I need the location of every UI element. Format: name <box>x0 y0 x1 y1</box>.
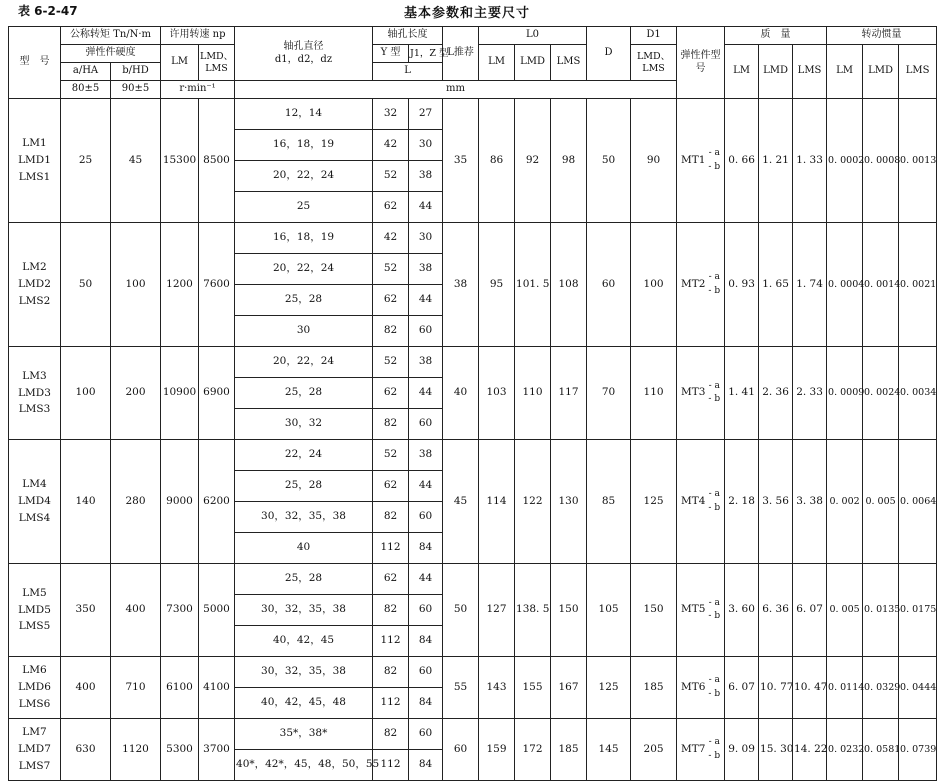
bore-diameters: 20，22，24 <box>235 347 373 378</box>
length-jz: 38 <box>409 347 443 378</box>
l0-lmd: 138. 5 <box>515 564 551 657</box>
length-y: 52 <box>373 440 409 471</box>
l-recommended: 40 <box>443 347 479 440</box>
mass-lmd: 1. 21 <box>759 99 793 223</box>
inertia-lmd: 0. 0024 <box>863 347 899 440</box>
suffix-b: - b <box>708 161 721 172</box>
model-name: LMS2 <box>18 294 51 307</box>
length-y: 112 <box>373 533 409 564</box>
header-mass-lm: LM <box>725 45 759 99</box>
mass-lm: 1. 41 <box>725 347 759 440</box>
outer-diameter: 125 <box>587 657 631 719</box>
l0-lmd: 101. 5 <box>515 223 551 347</box>
model-name: LM7 <box>22 726 47 739</box>
length-jz: 44 <box>409 192 443 223</box>
bore-diameters: 35*，38* <box>235 719 373 750</box>
mass-lm: 0. 66 <box>725 99 759 223</box>
elastic-model-wrap <box>678 597 723 624</box>
inertia-lms: 0. 0034 <box>899 347 937 440</box>
torque-a: 50 <box>61 223 111 347</box>
suffix-b: - b <box>708 394 721 404</box>
bore-diameters: 16，18，19 <box>235 223 373 254</box>
length-y: 42 <box>373 223 409 254</box>
header-inertia-lm: LM <box>827 45 863 99</box>
suffix-a: - a <box>708 380 720 391</box>
model-name: LMD3 <box>18 386 51 399</box>
torque-b: 1120 <box>111 719 161 781</box>
torque-a: 100 <box>61 347 111 440</box>
header-length: 轴孔长度 <box>373 27 443 45</box>
speed-lm: 7300 <box>161 564 199 657</box>
length-y: 112 <box>373 688 409 719</box>
length-jz: 44 <box>409 285 443 316</box>
bore-diameters: 25，28 <box>235 378 373 409</box>
bore-diameters: 30，32 <box>235 409 373 440</box>
length-jz: 38 <box>409 161 443 192</box>
header-l0-lm: LM <box>479 45 515 81</box>
speed-lmd-lms: 6200 <box>199 440 235 564</box>
l-recommended: 55 <box>443 657 479 719</box>
bore-diameters: 22，24 <box>235 440 373 471</box>
header-model: 型 号 <box>9 27 61 99</box>
length-y: 82 <box>373 719 409 750</box>
header-l0-lmd: LMD <box>515 45 551 81</box>
d1-value: 150 <box>631 564 677 657</box>
mass-lms: 3. 38 <box>793 440 827 564</box>
outer-diameter: 60 <box>587 223 631 347</box>
torque-b: 280 <box>111 440 161 564</box>
mass-lm: 0. 93 <box>725 223 759 347</box>
suffix-b: - b <box>708 611 721 621</box>
table-row <box>9 440 937 471</box>
length-jz: 84 <box>409 688 443 719</box>
mass-lms: 14. 22 <box>793 719 827 781</box>
d1-value: 100 <box>631 223 677 347</box>
inertia-lm: 0. 005 <box>827 564 863 657</box>
header-len-y: Y 型 <box>373 45 409 63</box>
mass-lms: 1. 33 <box>793 99 827 223</box>
elastic-model-wrap <box>678 736 723 763</box>
header-len-l: L <box>373 63 443 81</box>
inertia-lms: 0. 0739 <box>899 719 937 781</box>
model-name: LMS3 <box>18 403 51 416</box>
model-name: LM5 <box>22 586 47 599</box>
header-l0: L0 <box>479 27 587 45</box>
elastic-model <box>677 223 725 347</box>
torque-b: 45 <box>111 99 161 223</box>
length-y: 52 <box>373 254 409 285</box>
length-jz: 30 <box>409 130 443 161</box>
table-row <box>9 719 937 750</box>
length-jz: 60 <box>409 502 443 533</box>
elastic-model-suffix <box>708 736 720 763</box>
l0-lmd: 155 <box>515 657 551 719</box>
inertia-lm: 0. 002 <box>827 440 863 564</box>
suffix-a: - a <box>708 148 720 158</box>
model-name: LM4 <box>22 478 47 491</box>
bore-diameters: 40*，42*，45，48，50，55 <box>235 750 373 781</box>
length-jz: 60 <box>409 595 443 626</box>
table-row <box>9 347 937 378</box>
mass-lms: 1. 74 <box>793 223 827 347</box>
elastic-model-suffix <box>708 147 720 174</box>
bore-diameters: 16，18，19 <box>235 130 373 161</box>
header-len-jz: J1，Z 型 <box>409 45 443 63</box>
mass-lmd: 1. 65 <box>759 223 793 347</box>
bore-diameters: 25，28 <box>235 471 373 502</box>
header-torque: 公称转矩 Tn/N·m <box>61 27 161 45</box>
l0-lm: 86 <box>479 99 515 223</box>
bore-diameters: 30，32，35，38 <box>235 595 373 626</box>
elastic-model-wrap <box>678 271 723 298</box>
suffix-b: - b <box>708 688 721 699</box>
parameter-table <box>8 26 937 781</box>
l0-lms: 185 <box>551 719 587 781</box>
outer-diameter: 105 <box>587 564 631 657</box>
inertia-lmd: 0. 0135 <box>863 564 899 657</box>
suffix-a: - a <box>708 675 720 685</box>
header-inertia-lmd: LMD <box>863 45 899 99</box>
torque-a: 400 <box>61 657 111 719</box>
header-d1: D1 <box>631 27 677 45</box>
length-jz: 60 <box>409 409 443 440</box>
elastic-model-suffix <box>708 488 720 515</box>
length-jz: 44 <box>409 564 443 595</box>
l0-lms: 117 <box>551 347 587 440</box>
header-bore <box>235 27 373 81</box>
elastic-model-suffix <box>708 597 720 624</box>
length-jz: 84 <box>409 533 443 564</box>
torque-b: 200 <box>111 347 161 440</box>
inertia-lm: 0. 0004 <box>827 223 863 347</box>
d1-value: 90 <box>631 99 677 223</box>
header-hardness-b-val: 90±5 <box>111 81 161 99</box>
elastic-model-name: MT4 <box>680 494 706 507</box>
mass-lms: 2. 33 <box>793 347 827 440</box>
inertia-lmd: 0. 005 <box>863 440 899 564</box>
header-mass: 质 量 <box>725 27 827 45</box>
bore-diameters: 25 <box>235 192 373 223</box>
l0-lms: 130 <box>551 440 587 564</box>
model-cell <box>9 719 61 781</box>
model-name: LMD1 <box>18 154 51 167</box>
length-y: 82 <box>373 409 409 440</box>
l-recommended: 35 <box>443 99 479 223</box>
suffix-b: - b <box>708 502 721 513</box>
speed-lmd-lms: 3700 <box>199 719 235 781</box>
mass-lmd: 15. 30 <box>759 719 793 781</box>
speed-lm: 10900 <box>161 347 199 440</box>
d1-value: 110 <box>631 347 677 440</box>
length-jz: 84 <box>409 626 443 657</box>
length-jz: 84 <box>409 750 443 781</box>
outer-diameter: 50 <box>587 99 631 223</box>
outer-diameter: 70 <box>587 347 631 440</box>
elastic-model-name: MT6 <box>680 680 706 693</box>
elastic-model-wrap <box>678 674 723 701</box>
length-y: 62 <box>373 564 409 595</box>
bore-diameters: 40，42，45 <box>235 626 373 657</box>
model-name: LMS4 <box>18 511 51 524</box>
l0-lm: 114 <box>479 440 515 564</box>
inertia-lms: 0. 0021 <box>899 223 937 347</box>
l-recommended: 50 <box>443 564 479 657</box>
model-name: LMS7 <box>18 759 51 772</box>
d1-value: 125 <box>631 440 677 564</box>
inertia-lmd: 0. 0008 <box>863 99 899 223</box>
l0-lm: 127 <box>479 564 515 657</box>
speed-lm: 5300 <box>161 719 199 781</box>
bore-diameters: 40，42，45，48 <box>235 688 373 719</box>
model-name: LMD5 <box>18 603 51 616</box>
speed-lmd-lms: 4100 <box>199 657 235 719</box>
suffix-a: - a <box>708 597 720 608</box>
header-hardness-b: b/HD <box>111 63 161 81</box>
speed-lmd-lms: 5000 <box>199 564 235 657</box>
bore-diameters: 20，22，24 <box>235 161 373 192</box>
model-name: LMS5 <box>18 620 51 633</box>
bore-diameters: 30，32，35，38 <box>235 657 373 688</box>
mass-lm: 2. 18 <box>725 440 759 564</box>
torque-b: 100 <box>111 223 161 347</box>
model-cell <box>9 440 61 564</box>
length-y: 82 <box>373 595 409 626</box>
l0-lmd: 110 <box>515 347 551 440</box>
header-speed-unit: r·min⁻¹ <box>161 81 235 99</box>
torque-b: 400 <box>111 564 161 657</box>
model-cell <box>9 347 61 440</box>
inertia-lms: 0. 0175 <box>899 564 937 657</box>
l0-lms: 167 <box>551 657 587 719</box>
mass-lmd: 3. 56 <box>759 440 793 564</box>
model-cell <box>9 657 61 719</box>
mass-lmd: 2. 36 <box>759 347 793 440</box>
inertia-lms: 0. 0444 <box>899 657 937 719</box>
bore-diameters: 25，28 <box>235 564 373 595</box>
length-y: 62 <box>373 285 409 316</box>
length-jz: 60 <box>409 657 443 688</box>
elastic-model-suffix <box>708 674 720 701</box>
header-inertia-lms: LMS <box>899 45 937 99</box>
header-l-rec: L推荐 <box>443 27 479 81</box>
length-y: 62 <box>373 192 409 223</box>
model-name: LM1 <box>22 137 47 150</box>
bore-diameters: 30 <box>235 316 373 347</box>
elastic-model <box>677 99 725 223</box>
elastic-model <box>677 347 725 440</box>
d1-value: 205 <box>631 719 677 781</box>
inertia-lms: 0. 0064 <box>899 440 937 564</box>
header-hardness-a-val: 80±5 <box>61 81 111 99</box>
l-recommended: 38 <box>443 223 479 347</box>
length-jz: 30 <box>409 223 443 254</box>
model-name: LM2 <box>22 261 47 274</box>
length-y: 112 <box>373 626 409 657</box>
table-body <box>9 99 937 781</box>
speed-lmd-lms: 7600 <box>199 223 235 347</box>
inertia-lmd: 0. 0581 <box>863 719 899 781</box>
outer-diameter: 145 <box>587 719 631 781</box>
l0-lm: 95 <box>479 223 515 347</box>
mass-lmd: 10. 77 <box>759 657 793 719</box>
suffix-a: - a <box>708 272 720 282</box>
l0-lm: 143 <box>479 657 515 719</box>
elastic-model-name: MT7 <box>680 742 706 755</box>
bore-diameters: 40 <box>235 533 373 564</box>
model-name: LMD2 <box>18 278 51 291</box>
table-title: 基本参数和主要尺寸 <box>403 6 530 21</box>
length-jz: 60 <box>409 719 443 750</box>
torque-b: 710 <box>111 657 161 719</box>
elastic-model <box>677 440 725 564</box>
elastic-model-name: MT1 <box>680 153 706 166</box>
elastic-model-wrap <box>678 380 723 407</box>
header-d: D <box>587 27 631 81</box>
inertia-lmd: 0. 0014 <box>863 223 899 347</box>
speed-lm: 6100 <box>161 657 199 719</box>
speed-lm: 1200 <box>161 223 199 347</box>
length-y: 62 <box>373 471 409 502</box>
header-bore-title: 轴孔直径 <box>283 41 324 52</box>
length-y: 62 <box>373 378 409 409</box>
bore-diameters: 12，14 <box>235 99 373 130</box>
bore-diameters: 20，22，24 <box>235 254 373 285</box>
table-row <box>9 99 937 130</box>
torque-a: 25 <box>61 99 111 223</box>
elastic-model-wrap <box>678 488 723 515</box>
elastic-model-name: MT5 <box>680 603 706 616</box>
elastic-model-suffix <box>708 271 720 298</box>
torque-a: 350 <box>61 564 111 657</box>
model-cell <box>9 99 61 223</box>
l0-lmd: 122 <box>515 440 551 564</box>
inertia-lm: 0. 0002 <box>827 99 863 223</box>
inertia-lmd: 0. 0329 <box>863 657 899 719</box>
header-hardness-a: a/HA <box>61 63 111 81</box>
suffix-a: - a <box>708 737 720 747</box>
torque-a: 630 <box>61 719 111 781</box>
torque-a: 140 <box>61 440 111 564</box>
elastic-model-suffix <box>708 380 720 407</box>
mass-lm: 6. 07 <box>725 657 759 719</box>
table-row <box>9 223 937 254</box>
model-name: LMD6 <box>18 681 51 694</box>
model-name: LMS6 <box>18 697 51 710</box>
l0-lmd: 92 <box>515 99 551 223</box>
header-mass-lmd: LMD <box>759 45 793 99</box>
model-name: LMD7 <box>18 743 51 756</box>
inertia-lm: 0. 0114 <box>827 657 863 719</box>
mass-lmd: 6. 36 <box>759 564 793 657</box>
model-cell <box>9 223 61 347</box>
elastic-model-name: MT2 <box>680 277 706 290</box>
header-bore-sub: d1，d2，dz <box>274 53 333 65</box>
speed-lm: 15300 <box>161 99 199 223</box>
table-number: 表 6-2-47 <box>18 4 78 18</box>
header-mass-lms: LMS <box>793 45 827 99</box>
length-y: 32 <box>373 99 409 130</box>
suffix-b: - b <box>708 750 721 761</box>
length-jz: 27 <box>409 99 443 130</box>
table-row <box>9 657 937 688</box>
l0-lm: 159 <box>479 719 515 781</box>
header-unit-mm: mm <box>235 81 677 99</box>
header-speed-lmd-lms: LMD、LMS <box>199 45 235 81</box>
length-y: 52 <box>373 161 409 192</box>
l0-lmd: 172 <box>515 719 551 781</box>
l0-lms: 108 <box>551 223 587 347</box>
mass-lm: 3. 60 <box>725 564 759 657</box>
l0-lm: 103 <box>479 347 515 440</box>
suffix-b: - b <box>708 285 721 296</box>
length-jz: 44 <box>409 471 443 502</box>
inertia-lm: 0. 0232 <box>827 719 863 781</box>
suffix-a: - a <box>708 489 720 499</box>
mass-lms: 6. 07 <box>793 564 827 657</box>
mass-lm: 9. 09 <box>725 719 759 781</box>
length-y: 112 <box>373 750 409 781</box>
length-jz: 60 <box>409 316 443 347</box>
bore-diameters: 30，32，35，38 <box>235 502 373 533</box>
elastic-model <box>677 719 725 781</box>
inertia-lm: 0. 0009 <box>827 347 863 440</box>
bore-diameters: 25，28 <box>235 285 373 316</box>
length-jz: 38 <box>409 440 443 471</box>
header-l0-lms: LMS <box>551 45 587 81</box>
table-row <box>9 564 937 595</box>
length-jz: 44 <box>409 378 443 409</box>
header-hardness: 弹性件硬度 <box>61 45 161 63</box>
header-elastic: 弹性件型号 <box>677 27 725 99</box>
header-speed-lm: LM <box>161 45 199 81</box>
elastic-model <box>677 657 725 719</box>
speed-lmd-lms: 8500 <box>199 99 235 223</box>
l-recommended: 45 <box>443 440 479 564</box>
speed-lm: 9000 <box>161 440 199 564</box>
model-name: LMS1 <box>18 170 51 183</box>
length-jz: 38 <box>409 254 443 285</box>
length-y: 82 <box>373 502 409 533</box>
model-name: LM3 <box>22 369 47 382</box>
header-d1-sub: LMD、LMS <box>631 45 677 81</box>
elastic-model-name: MT3 <box>680 386 706 399</box>
l0-lms: 150 <box>551 564 587 657</box>
l0-lms: 98 <box>551 99 587 223</box>
header-speed: 许用转速 np <box>161 27 235 45</box>
model-cell <box>9 564 61 657</box>
length-y: 42 <box>373 130 409 161</box>
model-name: LMD4 <box>18 495 51 508</box>
d1-value: 185 <box>631 657 677 719</box>
l-recommended: 60 <box>443 719 479 781</box>
outer-diameter: 85 <box>587 440 631 564</box>
length-y: 82 <box>373 657 409 688</box>
elastic-model <box>677 564 725 657</box>
length-y: 52 <box>373 347 409 378</box>
length-y: 82 <box>373 316 409 347</box>
header-inertia: 转动惯量 <box>827 27 937 45</box>
inertia-lms: 0. 0013 <box>899 99 937 223</box>
elastic-model-wrap <box>678 147 723 174</box>
speed-lmd-lms: 6900 <box>199 347 235 440</box>
mass-lms: 10. 47 <box>793 657 827 719</box>
model-name: LM6 <box>22 664 47 677</box>
